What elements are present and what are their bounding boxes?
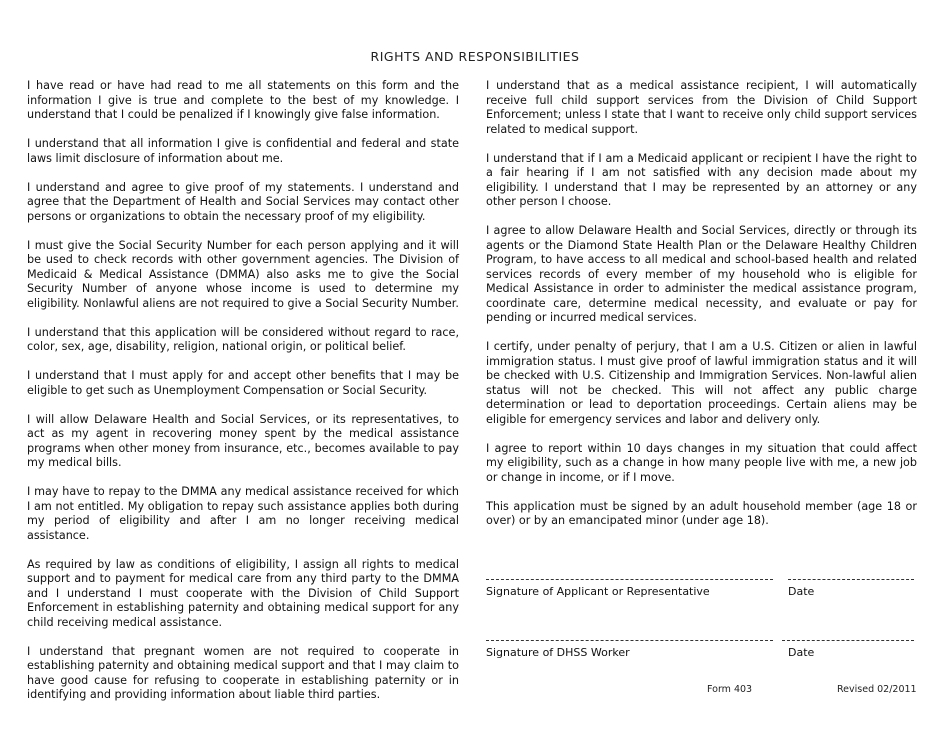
date-label: Date bbox=[788, 646, 815, 659]
worker-signature-label: Signature of DHSS Worker bbox=[486, 646, 630, 659]
paragraph: I understand that as a medical assistance recipient, I will automatically receive full child support services from the Division of Child Support Enforcement; unless I state that I want to receive only child support services related to medical support. bbox=[486, 79, 917, 136]
paragraph: I will allow Delaware Health and Social Services, or its representatives, to act as my agent in recovering money spent by the medical assistance programs when other money from insurance, etc., becomes available to pay my medical bills. bbox=[27, 412, 459, 469]
paragraph: I understand that if I am a Medicaid applicant or recipient I have the right to a fair hearing if I am not satisfied with any decision made about my eligibility. I understand that I may be represented by an attorney or any other person I choose. bbox=[486, 151, 917, 208]
paragraph: As required by law as conditions of eligibility, I assign all rights to medical support and to payment for medical care from any third party to the DMMA and I understand I must cooperate with the Division of Child Support Enforcement in establishing paternity and obtaining medical support for any child receiving medical assistance. bbox=[27, 557, 459, 629]
page-title: RIGHTS AND RESPONSIBILITIES bbox=[370, 49, 580, 64]
paragraph: I have read or have had read to me all statements on this form and the information I give is true and complete to the best of my knowledge. I understand that I could be penalized if I knowingly give false information. bbox=[27, 79, 459, 121]
paragraph: This application must be signed by an adult household member (age 18 or over) or by an emancipated minor (under age 18). bbox=[486, 499, 917, 527]
paragraph: I must give the Social Security Number for each person applying and it will be used to check records with other government agencies. The Division of Medicaid & Medical Assistance (DMMA) also asks me to give the Social Security Number of anyone whose income is used to determine my eligibility. Nonlawful aliens are not required to give a Social Security Number. bbox=[27, 238, 459, 310]
right-column bbox=[486, 79, 917, 543]
date-label: Date bbox=[788, 585, 815, 598]
form-number: Form 403 bbox=[707, 684, 753, 695]
applicant-signature-field[interactable] bbox=[486, 579, 773, 598]
paragraph: I may have to repay to the DMMA any medical assistance received for which I am not entitled. My obligation to repay such assistance applies both during my period of eligibility and after I am no longer receiving medical assistance. bbox=[27, 485, 459, 542]
signature-line bbox=[486, 579, 773, 581]
paragraph: I understand that pregnant women are not required to cooperate in establishing paternity and obtaining medical support and that I may claim to have good cause for refusing to cooperate in establishing paternity or in identifying and providing information about liable third parties. bbox=[27, 644, 459, 701]
paragraph: I certify, under penalty of perjury, that I am a U.S. Citizen or alien in lawful immigration status. I must give proof of lawful immigration status and it will be checked with U.S. Citizenship and Immigration Services. Non-lawful alien status will not be checked. This will not affect any public charge determination or lead to deportation proceedings. Certain aliens may be eligible for emergency services and labor and delivery only. bbox=[486, 340, 917, 426]
worker-signature-field[interactable] bbox=[486, 640, 773, 659]
paragraph: I understand that all information I give is confidential and federal and state laws limit disclosure of information about me. bbox=[27, 137, 459, 165]
worker-date-field[interactable] bbox=[782, 640, 914, 659]
left-column bbox=[27, 79, 459, 717]
paragraph: I understand that I must apply for and accept other benefits that I may be eligible to get such as Unemployment Compensation or Social Security. bbox=[27, 369, 459, 397]
paragraph: I understand that this application will be considered without regard to race, color, sex, age, disability, religion, national origin, or political belief. bbox=[27, 325, 459, 353]
signature-line bbox=[486, 640, 773, 642]
paragraph: I understand and agree to give proof of my statements. I understand and agree that the Department of Health and Social Services may contact other persons or organizations to obtain the necessary proof of my eligibility. bbox=[27, 180, 459, 223]
applicant-signature-label: Signature of Applicant or Representative bbox=[486, 585, 710, 598]
date-line bbox=[782, 640, 914, 642]
date-line bbox=[788, 579, 914, 581]
revision-date: Revised 02/2011 bbox=[837, 684, 917, 695]
paragraph: I agree to report within 10 days changes in my situation that could affect my eligibility, such as a change in how many people live with me, a new job or change in income, or if I move. bbox=[486, 441, 917, 484]
applicant-date-field[interactable] bbox=[788, 579, 914, 598]
paragraph: I agree to allow Delaware Health and Social Services, directly or through its agents or the Diamond State Health Plan or the Delaware Healthy Children Program, to have access to all medical and school-based health and related services records of every member of my household who is eligible for Medical Assistance in order to administer the medical assistance program, coordinate care, determine medical necessity, and evaluate or pay for pending or incurred medical services. bbox=[486, 224, 917, 324]
